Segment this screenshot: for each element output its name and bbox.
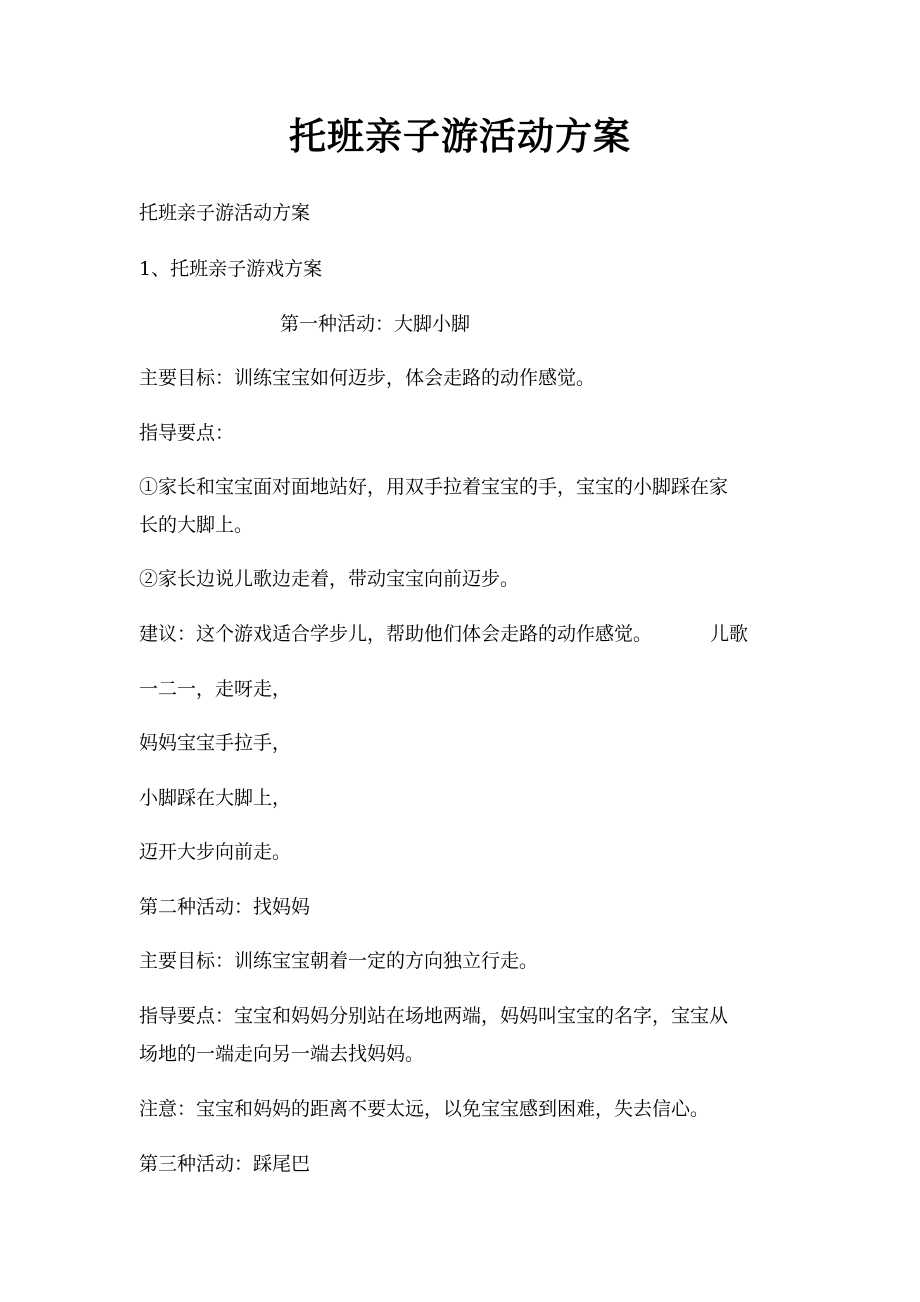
section-heading: 1、托班亲子游戏方案 xyxy=(139,258,323,280)
rhyme-line: 迈开大步向前走。 xyxy=(139,841,292,863)
activity1-suggestion: 建议：这个游戏适合学步儿，帮助他们体会走路的动作感觉。 xyxy=(139,623,653,645)
activity2-heading: 第二种活动：找妈妈 xyxy=(139,896,311,918)
activity1-step1-line1: ①家长和宝宝面对面地站好，用双手拉着宝宝的手，宝宝的小脚踩在家 xyxy=(139,476,729,498)
rhyme-line: 小脚踩在大脚上， xyxy=(139,787,292,809)
rhyme-line: 妈妈宝宝手拉手， xyxy=(139,732,292,754)
activity1-heading: 第一种活动：大脚小脚 xyxy=(280,313,471,335)
activity1-step2: ②家长边说儿歌边走着，带动宝宝向前迈步。 xyxy=(139,568,520,590)
activity2-goal: 主要目标：训练宝宝朝着一定的方向独立行走。 xyxy=(139,950,539,972)
rhyme-label: 儿歌 xyxy=(710,623,749,645)
activity3-heading: 第三种活动：踩尾巴 xyxy=(139,1153,311,1175)
activity2-guide-line1: 指导要点：宝宝和妈妈分别站在场地两端，妈妈叫宝宝的名字，宝宝从 xyxy=(139,1005,729,1027)
activity2-note: 注意：宝宝和妈妈的距离不要太远，以免宝宝感到困难，失去信心。 xyxy=(139,1098,710,1120)
rhyme-line: 一二一，走呀走， xyxy=(139,678,292,700)
document-title: 托班亲子游活动方案 xyxy=(289,114,631,158)
document-subtitle: 托班亲子游活动方案 xyxy=(139,202,311,224)
activity1-goal: 主要目标：训练宝宝如何迈步，体会走路的动作感觉。 xyxy=(139,367,596,389)
activity1-guide-label: 指导要点： xyxy=(139,422,235,444)
activity1-suggestion-line xyxy=(139,620,748,648)
activity2-guide-line2: 场地的一端走向另一端去找妈妈。 xyxy=(139,1043,425,1065)
activity1-step1-line2: 长的大脚上。 xyxy=(139,514,254,536)
